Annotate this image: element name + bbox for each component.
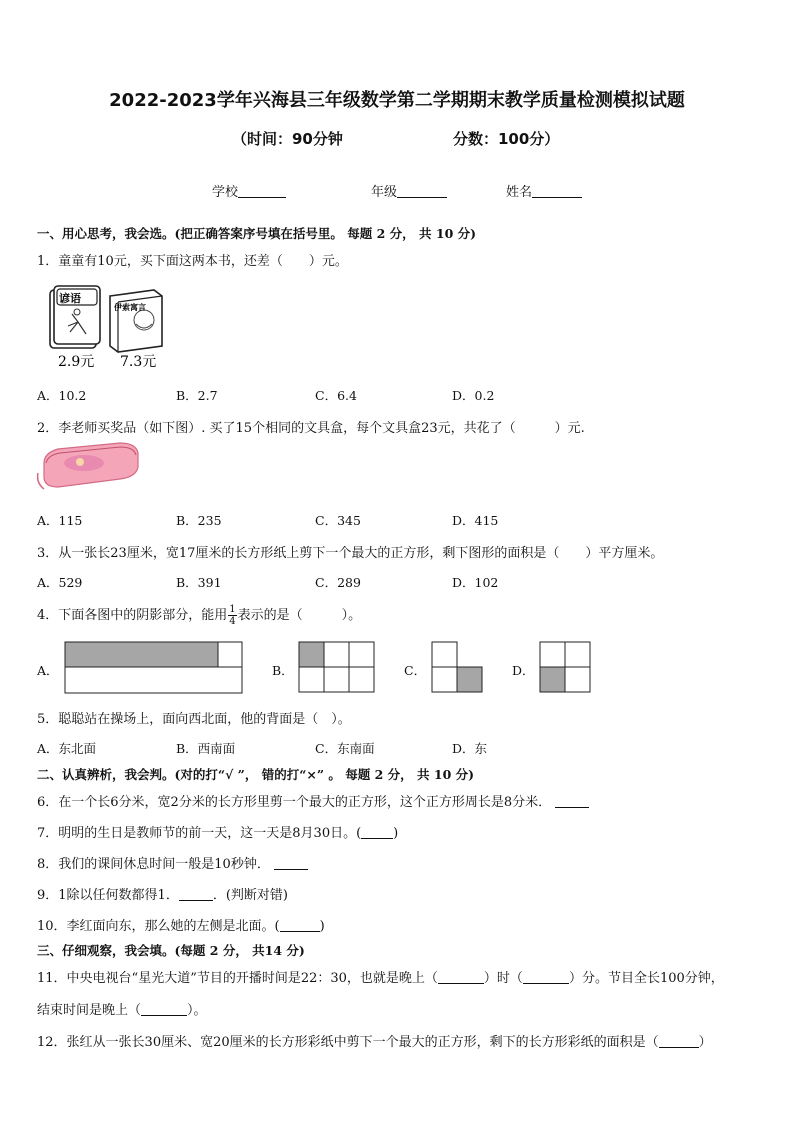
- grade-blank[interactable]: [397, 185, 447, 198]
- q11-minute-blank[interactable]: [523, 971, 569, 984]
- school-blank[interactable]: [238, 185, 286, 198]
- school-field[interactable]: [212, 181, 286, 200]
- q3-option-c[interactable]: C．289: [315, 575, 361, 590]
- fraction-one-quarter: $\frac{1}{4}$: [229, 604, 236, 627]
- name-label: 姓名: [506, 185, 533, 200]
- question-9: 9．1除以任何数都得1． ．(判断对错): [37, 888, 288, 903]
- q3-option-d[interactable]: D．102: [452, 575, 499, 590]
- q12-answer-blank[interactable]: [659, 1035, 699, 1048]
- page-title: 2022-2023学年兴海县三年级数学第二学期期末教学质量检测模拟试题: [109, 90, 685, 111]
- q5-option-c[interactable]: C．东南面: [315, 741, 375, 756]
- question-6-text: 6．在一个长6分米，宽2分米的长方形里剪一个最大的正方形，这个正方形周长是8分米．: [37, 795, 552, 810]
- q11-hour-blank[interactable]: [438, 971, 484, 984]
- q2-option-d[interactable]: D．415: [452, 513, 499, 528]
- q7-answer-blank[interactable]: [361, 826, 393, 839]
- q11-end-time-blank[interactable]: [141, 1003, 187, 1016]
- q4-option-b-label[interactable]: B．: [272, 663, 294, 678]
- q5-option-b[interactable]: B．西南面: [176, 741, 236, 756]
- q2-option-b[interactable]: B．235: [176, 513, 222, 528]
- q1-books-illustration: [44, 284, 174, 374]
- question-11-line-2: 结束时间是晚上（ ）。: [37, 1003, 207, 1018]
- question-8: [37, 853, 308, 872]
- book-2-title: 伊索寓言: [114, 303, 146, 312]
- question-2-text: 2．李老师买奖品（如下图）. 买了15个相同的文具盒，每个文具盒23元，共花了（ ）元.: [37, 421, 585, 436]
- q3-option-b[interactable]: B．391: [176, 575, 222, 590]
- book-2-icon: [110, 290, 162, 352]
- name-field[interactable]: [506, 181, 582, 200]
- q4-option-a-label[interactable]: A．: [37, 663, 59, 678]
- question-4-text: [37, 604, 361, 627]
- book-1-title: 谚语: [59, 292, 81, 305]
- grade-label: 年级: [371, 185, 398, 200]
- exam-time: （时间：90分钟: [232, 130, 343, 148]
- grade-field[interactable]: [371, 181, 447, 200]
- question-10: 10．李红面向东，那么她的左侧是北面。( ): [37, 919, 325, 934]
- question-8-text: 8．我们的课间休息时间一般是10秒钟．: [37, 857, 270, 872]
- q3-option-a[interactable]: A．529: [37, 575, 83, 590]
- q10-answer-blank[interactable]: [280, 919, 320, 932]
- q5-option-d[interactable]: D．东: [452, 741, 488, 756]
- question-11-line-1: 11．中央电视台“星光大道”节目的开播时间是22：30，也就是晚上（ ）时（ ）分。节目全长100分钟，: [37, 971, 724, 986]
- q6-answer-blank[interactable]: [555, 795, 589, 808]
- question-5-text: 5．聪聪站在操场上，面向西北面，他的背面是（ ）。: [37, 712, 351, 727]
- q4-figure-a: [64, 641, 244, 695]
- q1-option-c[interactable]: C．6.4: [315, 388, 357, 403]
- q1-option-d[interactable]: D．0.2: [452, 388, 495, 403]
- q1-option-b[interactable]: B．2.7: [176, 388, 218, 403]
- q9-answer-blank[interactable]: [179, 888, 213, 901]
- q4-option-c-label[interactable]: C．: [404, 663, 427, 678]
- price-1: 2.9元: [58, 354, 95, 370]
- name-blank[interactable]: [532, 185, 582, 198]
- question-12: 12．张红从一张长30厘米、宽20厘米的长方形彩纸中剪下一个最大的正方形，剩下的长方形彩纸的面积是（ ）: [37, 1035, 712, 1050]
- question-12-text: 12．张红从一张长30厘米、宽20厘米的长方形彩纸中剪下一个最大的正方形，剩下的长方形彩纸的面积是（: [37, 1035, 659, 1050]
- q2-option-a[interactable]: A．115: [37, 513, 83, 528]
- q4-text-before: 4．下面各图中的阴影部分，能用: [37, 608, 228, 623]
- section-3-title: 三、仔细观察，我会填。(每题 2 分， 共14 分): [37, 943, 305, 958]
- question-6: [37, 791, 589, 810]
- q4-figure-b: [298, 641, 376, 693]
- q4-figure-c: [431, 641, 485, 695]
- exam-score: 分数：100分）: [453, 130, 560, 148]
- pencil-case-icon: [36, 441, 140, 497]
- q2-option-c[interactable]: C．345: [315, 513, 361, 528]
- question-10-text: 10．李红面向东，那么她的左侧是北面。(: [37, 919, 280, 934]
- school-label: 学校: [212, 185, 239, 200]
- price-2: 7.3元: [120, 354, 157, 370]
- question-7: 7．明明的生日是教师节的前一天，这一天是8月30日。( ): [37, 826, 399, 841]
- section-2-title: 二、认真辨析，我会判。(对的打“√ ”， 错的打“×” 。 每题 2 分， 共 10 分): [37, 767, 475, 782]
- q1-option-a[interactable]: A．10.2: [37, 388, 87, 403]
- question-1-text: 1．童童有10元，买下面这两本书，还差（ ）元。: [37, 254, 348, 269]
- q4-option-d-label[interactable]: D．: [512, 663, 535, 678]
- q5-option-a[interactable]: A．东北面: [37, 741, 97, 756]
- question-7-text: 7．明明的生日是教师节的前一天，这一天是8月30日。(: [37, 826, 362, 841]
- question-3-text: 3．从一张长23厘米，宽17厘米的长方形纸上剪下一个最大的正方形，剩下图形的面积是（ ）平方厘米。: [37, 546, 664, 561]
- q8-answer-blank[interactable]: [274, 857, 308, 870]
- section-1-title: 一、用心思考，我会选。(把正确答案序号填在括号里。 每题 2 分， 共 10 分): [37, 226, 477, 241]
- q4-text-after: 表示的是（ ）。: [237, 608, 362, 623]
- question-9-text: 9．1除以任何数都得1．: [37, 888, 179, 903]
- q4-figure-d: [539, 641, 593, 695]
